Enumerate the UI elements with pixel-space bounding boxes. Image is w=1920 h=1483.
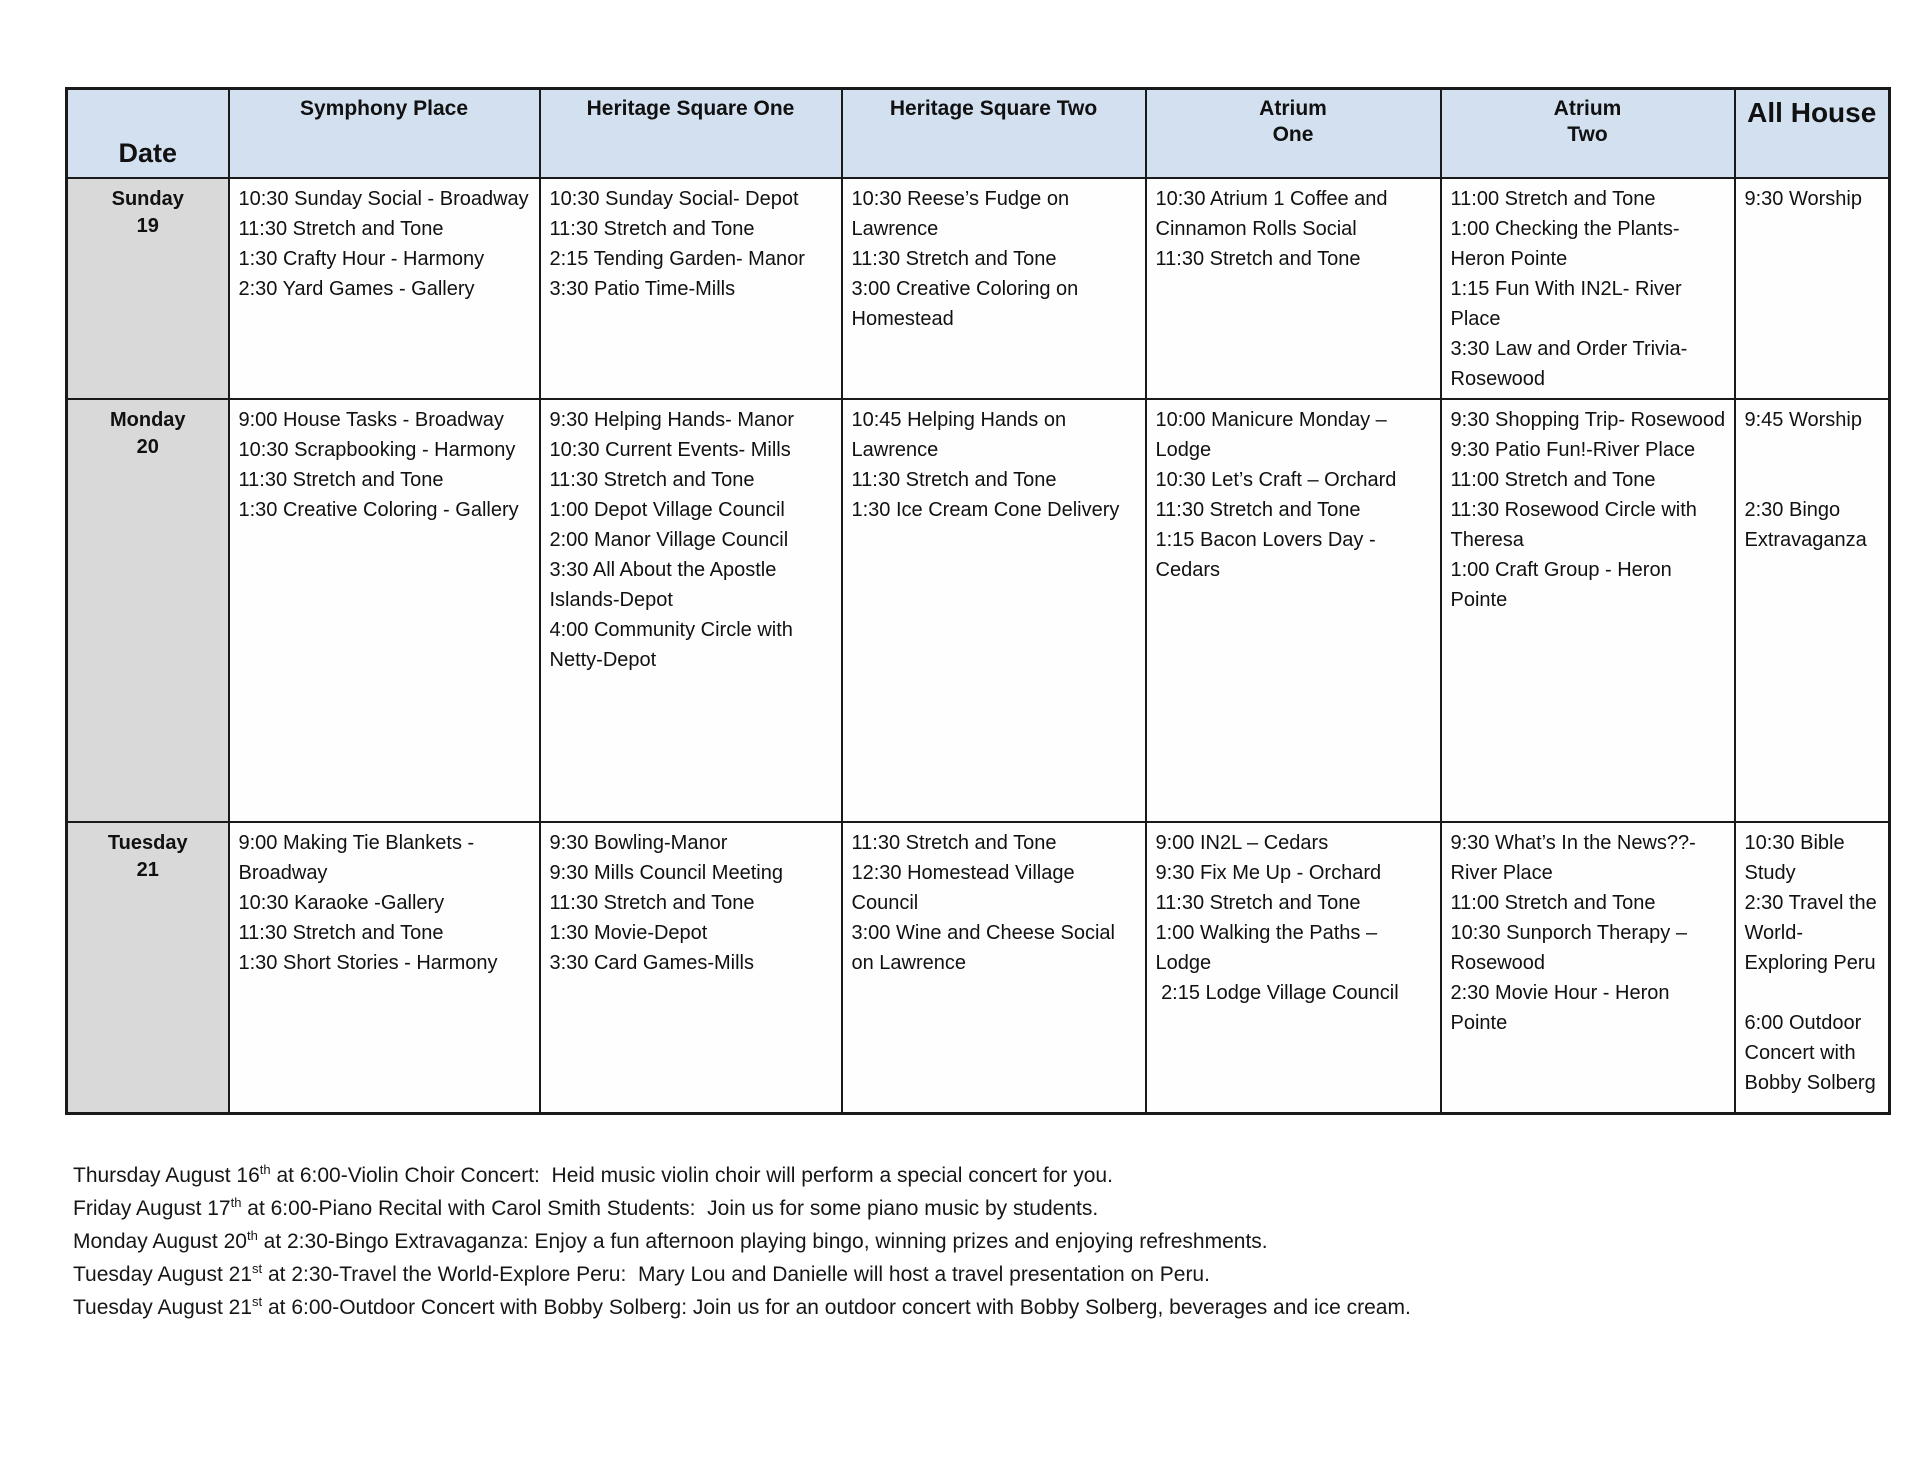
event-item: 1:30 Crafty Hour - Harmony	[238, 247, 485, 270]
event-item: 2:30 Yard Games - Gallery	[238, 277, 475, 300]
event-item: 2:15 Tending Garden- Manor	[549, 247, 805, 270]
event-item: 9:00 IN2L – Cedars	[1155, 831, 1329, 854]
event-item: 11:30 Stretch and Tone	[238, 217, 444, 240]
note-line	[73, 1160, 1773, 1193]
activity-schedule-table	[65, 87, 1891, 1115]
date-cell-tuesday-21	[67, 822, 229, 1114]
column-header-atrium-two	[1441, 89, 1735, 178]
note-line	[73, 1292, 1773, 1325]
schedule-cell-sunday-heritage-square-two	[842, 178, 1146, 399]
event-item: 10:30 Atrium 1 Coffee and Cinnamon Rolls Social	[1155, 187, 1394, 240]
schedule-cell-monday-atrium-one	[1146, 399, 1441, 822]
event-item: 9:30 Shopping Trip- Rosewood	[1450, 408, 1726, 431]
column-header-label: One	[1272, 123, 1314, 146]
schedule-cell-monday-symphony-place	[229, 399, 540, 822]
event-item: 2:15 Lodge Village Council	[1155, 981, 1399, 1004]
event-item: 12:30 Homestead Village Council	[851, 861, 1081, 914]
date-cell-sunday-19	[67, 178, 229, 399]
note-text: Monday August 20	[73, 1230, 247, 1253]
day-number: 20	[136, 435, 159, 458]
event-item: 11:30 Stretch and Tone	[1155, 247, 1361, 270]
note-line	[73, 1259, 1773, 1292]
event-item: 11:30 Stretch and Tone	[238, 921, 444, 944]
event-item: 11:00 Stretch and Tone	[1450, 468, 1656, 491]
day-number: 19	[136, 214, 159, 237]
column-header-label: Atrium	[1553, 97, 1622, 120]
schedule-cell-monday-heritage-square-two	[842, 399, 1146, 822]
event-item: 10:30 Sunday Social - Broadway	[238, 187, 529, 210]
event-item: 3:00 Wine and Cheese Social on Lawrence	[851, 921, 1121, 974]
event-item: 11:30 Stretch and Tone	[238, 468, 444, 491]
ordinal-suffix: th	[230, 1195, 242, 1210]
event-item	[1745, 465, 1881, 495]
column-header-label: Heritage Square One	[586, 97, 795, 120]
event-item: 11:30 Stretch and Tone	[851, 468, 1057, 491]
schedule-cell-monday-heritage-square-one	[540, 399, 842, 822]
event-item: 10:30 Sunday Social- Depot	[549, 187, 799, 210]
event-item: 11:30 Stretch and Tone	[549, 217, 755, 240]
day-number: 21	[136, 858, 159, 881]
table-header-row	[67, 89, 1890, 178]
note-text: at 6:00-Outdoor Concert with Bobby Solberg: Join us for an outdoor concert with Bobby Solberg, beverages and ice cream.	[262, 1296, 1411, 1319]
schedule-cell-tuesday-symphony-place	[229, 822, 540, 1114]
day-name: Tuesday	[107, 831, 188, 854]
schedule-cell-sunday-atrium-one	[1146, 178, 1441, 399]
event-item: 1:15 Fun With IN2L- River Place	[1450, 277, 1688, 330]
event-item: 9:30 Bowling-Manor	[549, 831, 728, 854]
event-item: 1:15 Bacon Lovers Day - Cedars	[1155, 528, 1382, 581]
event-item: 9:30 Worship	[1744, 187, 1862, 210]
column-header-heritage-square-two	[842, 89, 1146, 178]
event-item: 3:30 All About the Apostle Islands-Depot	[549, 558, 782, 611]
note-text: at 6:00-Violin Choir Concert: Heid music violin choir will perform a special concert for you.	[270, 1164, 1113, 1187]
schedule-cell-sunday-all-house	[1735, 178, 1890, 399]
event-item: 1:00 Checking the Plants- Heron Pointe	[1450, 217, 1691, 270]
day-name: Monday	[109, 408, 186, 431]
event-item: 10:30 Karaoke -Gallery	[238, 891, 445, 914]
note-text: at 2:30-Bingo Extravaganza: Enjoy a fun afternoon playing bingo, winning prizes and enjoying refreshments.	[257, 1230, 1268, 1253]
column-header-label: Date	[118, 137, 178, 168]
day-name: Sunday	[111, 187, 184, 210]
event-item: 9:00 House Tasks - Broadway	[238, 408, 504, 431]
table-row-monday-20	[67, 399, 1890, 822]
event-item: 10:30 Let’s Craft – Orchard	[1155, 468, 1397, 491]
schedule-cell-monday-atrium-two	[1441, 399, 1735, 822]
event-item: 9:30 Patio Fun!-River Place	[1450, 438, 1696, 461]
event-item: 11:00 Stretch and Tone	[1450, 187, 1656, 210]
event-item: 11:30 Stretch and Tone	[1155, 891, 1361, 914]
schedule-cell-monday-all-house	[1735, 399, 1890, 822]
event-item: 9:30 Helping Hands- Manor	[549, 408, 795, 431]
note-line	[73, 1226, 1773, 1259]
event-item: 1:30 Movie-Depot	[549, 921, 708, 944]
event-item: 9:45 Worship	[1744, 408, 1862, 431]
event-item: 10:00 Manicure Monday – Lodge	[1155, 408, 1393, 461]
column-header-label: Heritage Square Two	[889, 97, 1098, 120]
event-item: 1:30 Creative Coloring - Gallery	[238, 498, 519, 521]
event-item: 3:30 Law and Order Trivia-Rosewood	[1450, 337, 1688, 390]
event-item: 10:30 Reese’s Fudge on Lawrence	[851, 187, 1075, 240]
event-item: 1:30 Ice Cream Cone Delivery	[851, 498, 1120, 521]
event-item: 3:30 Card Games-Mills	[549, 951, 755, 974]
event-item: 10:30 Bible Study	[1744, 831, 1851, 884]
ordinal-suffix: st	[252, 1261, 263, 1276]
event-item: 11:30 Stretch and Tone	[1155, 498, 1361, 521]
event-item: 1:00 Craft Group - Heron Pointe	[1450, 558, 1678, 611]
event-item: 11:30 Stretch and Tone	[549, 891, 755, 914]
column-header-all-house	[1735, 89, 1890, 178]
event-item: 11:30 Stretch and Tone	[851, 247, 1057, 270]
table-row-sunday-19	[67, 178, 1890, 399]
schedule-cell-tuesday-all-house	[1735, 822, 1890, 1114]
column-header-heritage-square-one	[540, 89, 842, 178]
date-cell-monday-20	[67, 399, 229, 822]
event-item: 2:30 Travel the World-Exploring Peru	[1744, 891, 1883, 974]
note-text: at 6:00-Piano Recital with Carol Smith Students: Join us for some piano music by students.	[241, 1197, 1099, 1220]
event-item: 3:00 Creative Coloring on Homestead	[851, 277, 1084, 330]
event-item: 9:30 Fix Me Up - Orchard	[1155, 861, 1382, 884]
schedule-cell-tuesday-heritage-square-one	[540, 822, 842, 1114]
event-item: 3:30 Patio Time-Mills	[549, 277, 736, 300]
column-header-label: Symphony Place	[299, 97, 469, 120]
ordinal-suffix: th	[246, 1228, 258, 1243]
event-item: 10:30 Sunporch Therapy –Rosewood	[1450, 921, 1687, 974]
special-events-notes	[73, 1160, 1773, 1325]
event-item: 6:00 Outdoor Concert with Bobby Solberg	[1744, 1011, 1876, 1094]
schedule-cell-tuesday-atrium-one	[1146, 822, 1441, 1114]
note-text: at 2:30-Travel the World-Explore Peru: Mary Lou and Danielle will host a travel presentation on Peru.	[262, 1263, 1210, 1286]
event-item: 11:00 Stretch and Tone	[1450, 891, 1656, 914]
event-item: 9:00 Making Tie Blankets -Broadway	[238, 831, 475, 884]
event-item: 9:30 Mills Council Meeting	[549, 861, 783, 884]
event-item	[1745, 435, 1881, 465]
ordinal-suffix: th	[259, 1162, 271, 1177]
schedule-cell-tuesday-heritage-square-two	[842, 822, 1146, 1114]
column-header-date	[67, 89, 229, 178]
schedule-cell-sunday-symphony-place	[229, 178, 540, 399]
note-text: Tuesday August 21	[73, 1296, 253, 1319]
event-item: 1:30 Short Stories - Harmony	[238, 951, 498, 974]
note-text: Tuesday August 21	[73, 1263, 253, 1286]
table-row-tuesday-21	[67, 822, 1890, 1114]
event-item: 10:30 Current Events- Mills	[549, 438, 791, 461]
schedule-cell-sunday-heritage-square-one	[540, 178, 842, 399]
column-header-atrium-one	[1146, 89, 1441, 178]
event-item: 11:30 Stretch and Tone	[549, 468, 755, 491]
column-header-label: Atrium	[1259, 97, 1327, 120]
ordinal-suffix: st	[252, 1294, 263, 1309]
column-header-label: All House	[1747, 97, 1877, 128]
event-item: 2:00 Manor Village Council	[549, 528, 789, 551]
event-item: 11:30 Rosewood Circle with Theresa	[1450, 498, 1703, 551]
event-item: 1:00 Walking the Paths – Lodge	[1155, 921, 1383, 974]
event-item: 10:45 Helping Hands on Lawrence	[851, 408, 1072, 461]
event-item: 10:30 Scrapbooking - Harmony	[238, 438, 516, 461]
event-item: 4:00 Community Circle with Netty-Depot	[549, 618, 799, 671]
event-item: 11:30 Stretch and Tone	[851, 831, 1057, 854]
note-text: Thursday August 16	[73, 1164, 260, 1187]
note-line	[73, 1193, 1773, 1226]
event-item: 2:30 Movie Hour - Heron Pointe	[1450, 981, 1676, 1034]
event-item: 2:30 Bingo Extravaganza	[1744, 498, 1867, 551]
event-item	[1745, 978, 1881, 1008]
note-text: Friday August 17	[73, 1197, 231, 1220]
event-item: 1:00 Depot Village Council	[549, 498, 785, 521]
column-header-label: Two	[1567, 123, 1608, 146]
event-item: 9:30 What’s In the News??-River Place	[1450, 831, 1696, 884]
column-header-symphony-place	[229, 89, 540, 178]
schedule-cell-sunday-atrium-two	[1441, 178, 1735, 399]
schedule-cell-tuesday-atrium-two	[1441, 822, 1735, 1114]
